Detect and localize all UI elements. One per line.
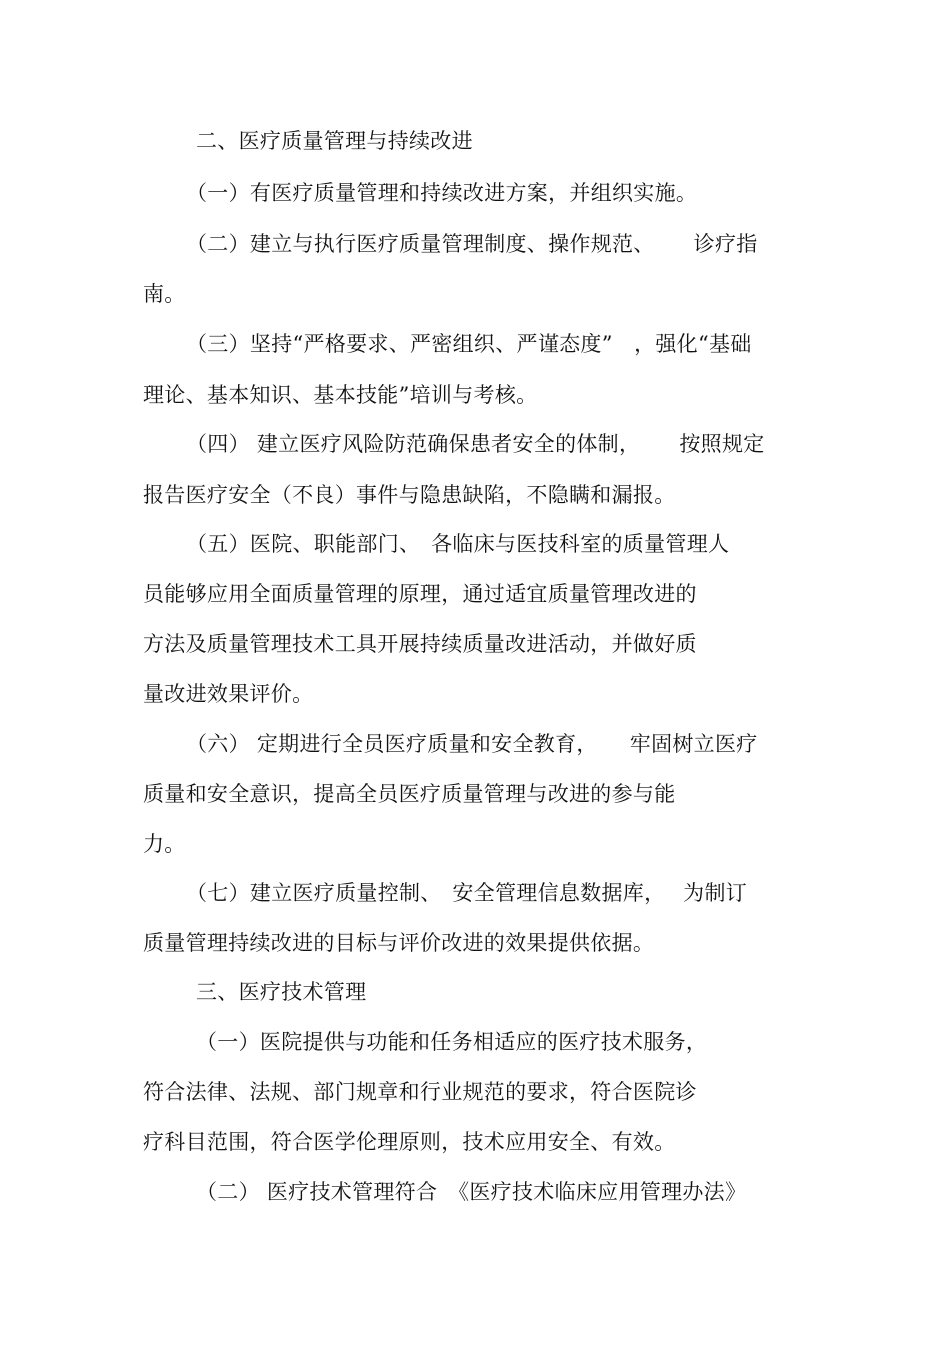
paragraph-line: （二）建立与执行医疗质量管理制度、操作规范、 诊疗指	[186, 232, 758, 256]
paragraph-line: （四） 建立医疗风险防范确保患者安全的体制， 按照规定	[186, 432, 765, 456]
paragraph-line: 理论、基本知识、基本技能”培训与考核。	[143, 383, 538, 407]
section-heading-3: 三、医疗技术管理	[196, 980, 367, 1004]
paragraph-line: （三）坚持“严格要求、严密组织、严谨态度” ，强化“基础	[186, 332, 752, 356]
paragraph-line: 报告医疗安全（不良）事件与隐患缺陷，不隐瞒和漏报。	[143, 483, 676, 507]
paragraph-line: 符合法律、法规、部门规章和行业规范的要求，符合医院诊	[143, 1080, 697, 1104]
paragraph-line: 南。	[143, 282, 186, 306]
paragraph-line: 质量和安全意识，提高全员医疗质量管理与改进的参与能	[143, 782, 676, 806]
section-heading-2: 二、医疗质量管理与持续改进	[196, 129, 473, 153]
paragraph-line: （七）建立医疗质量控制、 安全管理信息数据库， 为制订	[186, 881, 748, 905]
paragraph-line: 量改进效果评价。	[143, 682, 314, 706]
paragraph-line: 员能够应用全面质量管理的原理，通过适宜质量管理改进的	[143, 582, 697, 606]
paragraph-line: （一）医院提供与功能和任务相适应的医疗技术服务，	[196, 1030, 708, 1054]
paragraph-line: （五）医院、职能部门、 各临床与医技科室的质量管理人	[186, 532, 730, 556]
paragraph-line: （二） 医疗技术管理符合 《医疗技术临床应用管理办法》	[196, 1180, 747, 1204]
paragraph-line: （六） 定期进行全员医疗质量和安全教育， 牢固树立医疗	[186, 732, 758, 756]
paragraph-line: 质量管理持续改进的目标与评价改进的效果提供依据。	[143, 931, 655, 955]
paragraph-line: 疗科目范围，符合医学伦理原则，技术应用安全、有效。	[143, 1130, 676, 1154]
paragraph-line: （一）有医疗质量管理和持续改进方案，并组织实施。	[186, 181, 698, 205]
paragraph-line: 方法及质量管理技术工具开展持续质量改进活动，并做好质	[143, 632, 697, 656]
paragraph-line: 力。	[143, 832, 186, 856]
